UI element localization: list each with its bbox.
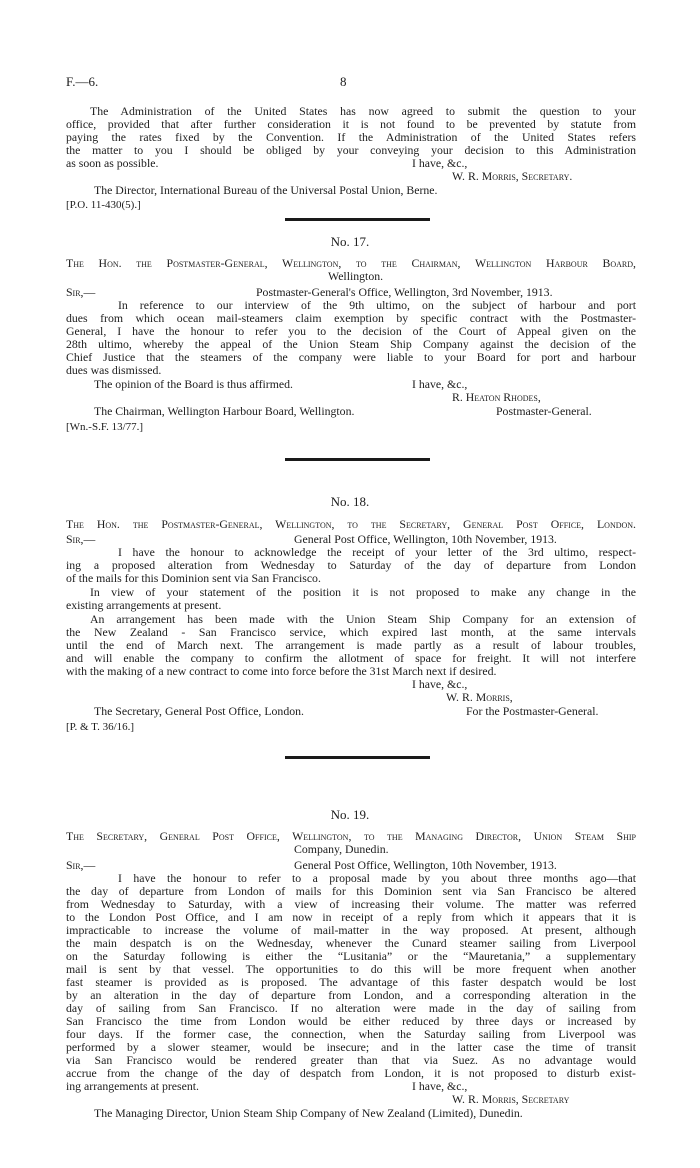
letter-number: No. 19. bbox=[330, 807, 370, 822]
file-reference: [Wn.-S.F. 13/77.] bbox=[66, 421, 144, 433]
addressee: The Director, International Bureau of the Universal Postal Union, Berne. bbox=[94, 183, 438, 197]
closing-phrase: I have, &c., bbox=[412, 377, 468, 391]
paragraph-line: the day of departure from London of mails for this Dominion sent via San Francisco be altered bbox=[66, 884, 636, 898]
paragraph-line: San Francisco the time from London would be either reduced by three days or increased by bbox=[66, 1014, 636, 1028]
closing-phrase: I have, &c., bbox=[412, 677, 468, 691]
addressee: The Managing Director, Union Steam Ship Company of New Zealand (Limited), Dunedin. bbox=[94, 1106, 523, 1120]
signatory: W. R. Morris, bbox=[446, 690, 513, 704]
signatory: W. R. Morris, Secretary. bbox=[452, 169, 573, 183]
closing-phrase: I have, &c., bbox=[412, 156, 468, 170]
place-date: Postmaster-General's Office, Wellington, 3rd November, 1913. bbox=[256, 285, 553, 299]
paragraph-line: the matter to you I should be obliged by your conveying your decision to this Administration bbox=[66, 143, 636, 157]
paragraph-line: ing a proposed alteration from Wednesday to Saturday of the day of departure from London bbox=[66, 558, 636, 572]
paragraph-line: from Wednesday to Saturday, with a view of increasing their volume. The matter was referred bbox=[66, 897, 636, 911]
paragraph-line: to the London Post Office, and I am now in receipt of a reply from which it appears that it is bbox=[66, 910, 636, 924]
paragraph-line: The opinion of the Board is thus affirmed. bbox=[94, 377, 293, 391]
section-divider bbox=[285, 458, 430, 461]
letter-number: No. 17. bbox=[330, 234, 370, 249]
signatory-title: For the Postmaster-General. bbox=[466, 704, 599, 718]
letter-heading-continued: Wellington. bbox=[328, 269, 384, 283]
closing-phrase: I have, &c., bbox=[412, 1079, 468, 1093]
salutation: Sir,— bbox=[66, 285, 96, 299]
section-divider bbox=[285, 756, 430, 759]
paragraph-line: I have the honour to acknowledge the receipt of your letter of the 3rd ultimo, respect- bbox=[118, 545, 636, 559]
letter-heading: The Secretary, General Post Office, Wellington, to the Managing Director, Union Steam Ship bbox=[66, 829, 636, 843]
paragraph-line: ing arrangements at present. bbox=[66, 1079, 199, 1093]
signatory-title: Postmaster-General. bbox=[496, 404, 592, 418]
paragraph-line: In view of your statement of the position it is not proposed to make any change in the bbox=[90, 585, 636, 599]
paragraph-line: mail is sent by that vessel. The opportunities to do this will be more frequent when another bbox=[66, 962, 636, 976]
paragraph-line: accrue from the change of the day of despatch from London, it is not proposed to disturb exist- bbox=[66, 1066, 636, 1080]
salutation: Sir,— bbox=[66, 858, 96, 872]
paragraph-line: existing arrangements at present. bbox=[66, 598, 222, 612]
paragraph-line: of the mails for this Dominion sent via San Francisco. bbox=[66, 571, 321, 585]
paragraph-line: day of sailing from San Francisco. If no alteration were made in the day of sailing from bbox=[66, 1001, 636, 1015]
file-reference: [P.O. 11-430(5).] bbox=[66, 199, 141, 211]
paragraph-line: In reference to our interview of the 9th ultimo, on the subject of harbour and port bbox=[118, 298, 636, 312]
paragraph-line: with the making of a new contract to come into force before the 31st March next if desired. bbox=[66, 664, 497, 678]
salutation: Sir,— bbox=[66, 532, 96, 546]
paragraph-line: performed by a slower steamer, would be insecure; and in the latter case the time of transit bbox=[66, 1040, 636, 1054]
addressee: The Chairman, Wellington Harbour Board, Wellington. bbox=[94, 404, 355, 418]
place-date: General Post Office, Wellington, 10th November, 1913. bbox=[294, 532, 557, 546]
paragraph-line: dues from which ocean mail-steamers claim exemption by specific contract with the Postmaster- bbox=[66, 311, 636, 325]
paragraph-line: as soon as possible. bbox=[66, 156, 159, 170]
paragraph-line: office, provided that after further consideration it is not found to be prevented by statute from bbox=[66, 117, 636, 131]
signatory: R. Heaton Rhodes, bbox=[452, 390, 541, 404]
paragraph-line: Chief Justice that the steamers of the company were liable to your Board for port and harbour bbox=[66, 350, 636, 364]
paragraph-line: 28th ultimo, whereby the appeal of the Union Steam Ship Company against the decision of the bbox=[66, 337, 636, 351]
paragraph-line: paying the rates fixed by the Convention. If the Administration of the United States refers bbox=[66, 130, 636, 144]
letter-heading: The Hon. the Postmaster-General, Wellington, to the Chairman, Wellington Harbour Board, bbox=[66, 256, 636, 270]
signatory: W. R. Morris, Secretary bbox=[452, 1092, 570, 1106]
section-divider bbox=[285, 218, 430, 221]
paragraph-line: impracticable to increase the volume of mail-matter in the way proposed. At present, although bbox=[66, 923, 636, 937]
addressee: The Secretary, General Post Office, London. bbox=[94, 704, 304, 718]
paragraph-line: the main despatch is on the Wednesday, whenever the Cunard steamer sailing from Liverpool bbox=[66, 936, 636, 950]
paragraph-line: dues was dismissed. bbox=[66, 363, 162, 377]
letter-heading: The Hon. the Postmaster-General, Wellington, to the Secretary, General Post Office, London. bbox=[66, 517, 636, 531]
document-reference: F.—6. bbox=[66, 74, 99, 89]
file-reference: [P. & T. 36/16.] bbox=[66, 721, 135, 733]
paragraph-line: the New Zealand - San Francisco service, which expired last month, at the same intervals bbox=[66, 625, 636, 639]
paragraph-line: fast steamer is provided as is proposed. The advantage of this faster despatch would be lost bbox=[66, 975, 636, 989]
paragraph-line: I have the honour to refer to a proposal made by you about three months ago—that bbox=[118, 871, 636, 885]
letter-heading-continued: Company, Dunedin. bbox=[294, 842, 389, 856]
place-date: General Post Office, Wellington, 10th November, 1913. bbox=[294, 858, 557, 872]
paragraph-line: General, I have the honour to refer you to the decision of the Court of Appeal given on the bbox=[66, 324, 636, 338]
paragraph-line: An arrangement has been made with the Union Steam Ship Company for an extension of bbox=[90, 612, 636, 626]
paragraph-line: The Administration of the United States has now agreed to submit the question to your bbox=[90, 104, 636, 118]
paragraph-line: by an alteration in the day of departure from London, and a corresponding alteration in the bbox=[66, 988, 636, 1002]
paragraph-line: on the Saturday following is either the “Lusitania” or the “Mauretania,” a supplementary bbox=[66, 949, 636, 963]
page-number: 8 bbox=[340, 74, 347, 89]
paragraph-line: via San Francisco would be rendered greater than that via Suez. As no advantage would bbox=[66, 1053, 636, 1067]
letter-number: No. 18. bbox=[330, 494, 370, 509]
paragraph-line: until the end of March next. The arrangement is made partly as a result of labour troubles, bbox=[66, 638, 636, 652]
paragraph-line: and will enable the company to confirm the allotment of space for freight. It will not interfere bbox=[66, 651, 636, 665]
paragraph-line: four days. If the former case, the connection, when the Saturday sailing from Liverpool was bbox=[66, 1027, 636, 1041]
